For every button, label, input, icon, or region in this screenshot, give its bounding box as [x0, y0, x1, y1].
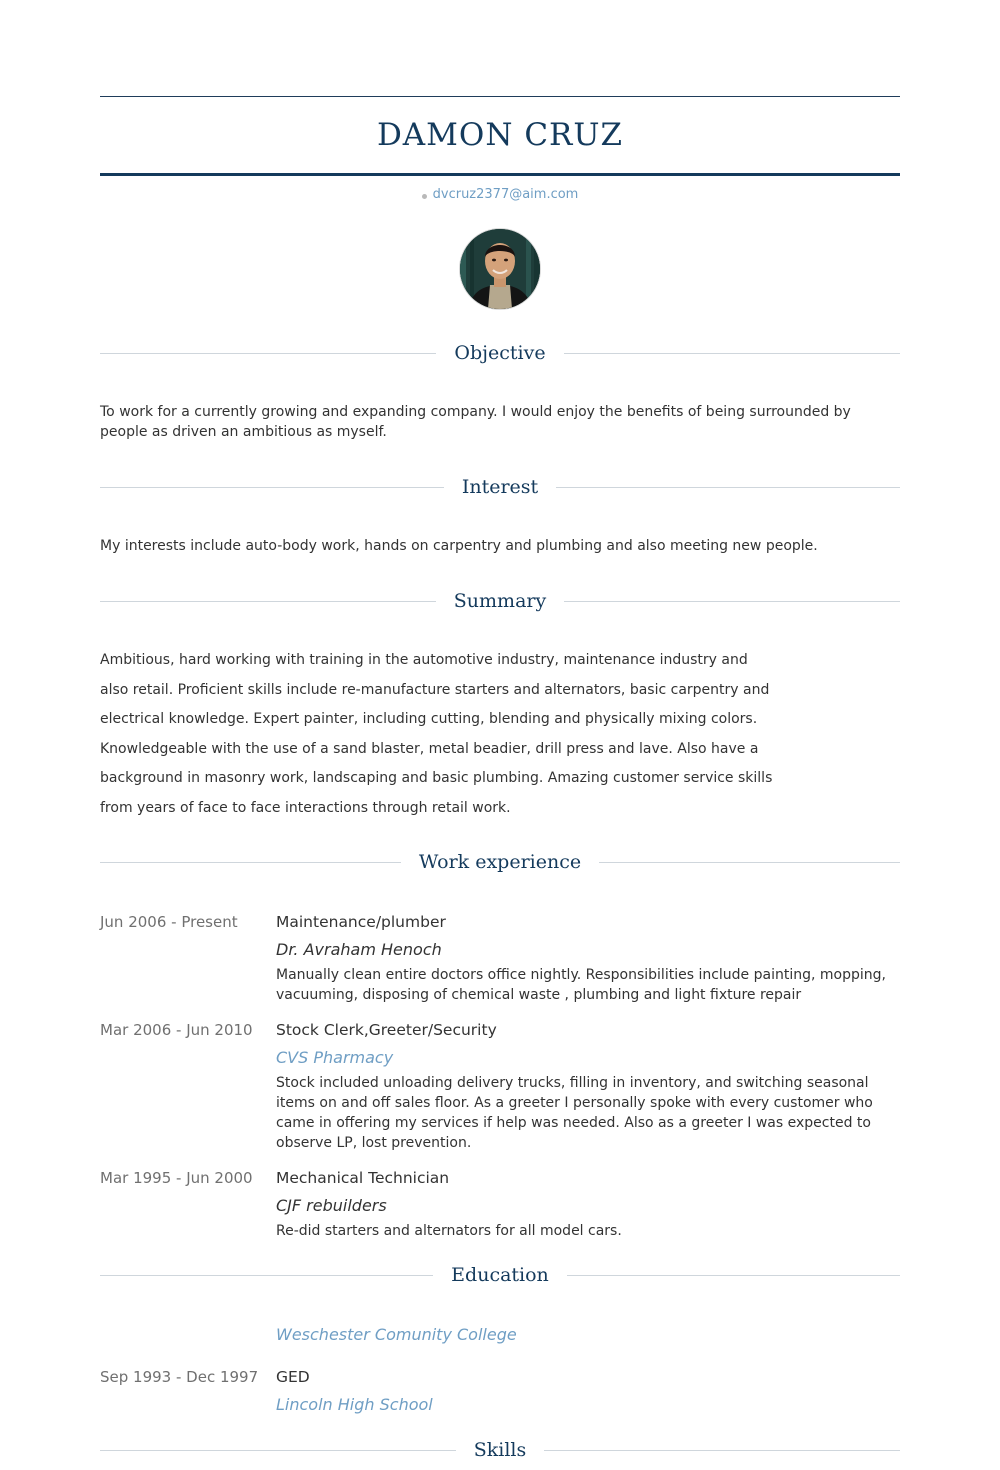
job-body	[276, 1167, 900, 1241]
job-company: CJF rebuilders	[276, 1195, 387, 1215]
education-dates: Sep 1993 - Dec 1997	[100, 1367, 259, 1386]
section-title: Summary	[436, 581, 564, 621]
job-description: Re-did starters and alternators for all model cars.	[276, 1222, 622, 1239]
section-heading-objective	[100, 333, 900, 373]
school-link[interactable]: Weschester Comunity College	[276, 1324, 517, 1344]
job-body	[276, 1019, 900, 1153]
job-description: Stock included unloading delivery trucks, filling in inventory, and switching seasonal items on and off sales floor. As a greeter I personally spoke with every customer who came in offering my services if help was needed. Also as a greeter I was expected to observe LP, lost prevention.	[276, 1074, 873, 1151]
section-title: Education	[433, 1255, 567, 1295]
section-heading-education	[100, 1255, 900, 1295]
job-entry	[100, 911, 900, 1005]
bullet-icon	[422, 194, 427, 199]
education-body	[276, 1366, 900, 1416]
section-heading-work-experience	[100, 842, 900, 882]
section-title: Skills	[456, 1430, 545, 1470]
interest-text: My interests include auto-body work, hands on carpentry and plumbing and also meeting new people.	[100, 538, 818, 554]
section-title: Interest	[444, 467, 556, 507]
resume-page	[100, 96, 900, 1470]
education-degree: GED	[276, 1367, 310, 1386]
section-heading-summary	[100, 581, 900, 621]
school-link[interactable]: Lincoln High School	[276, 1394, 433, 1414]
job-dates: Mar 1995 - Jun 2000	[100, 1168, 253, 1187]
job-role: Stock Clerk,Greeter/Security	[276, 1020, 497, 1039]
job-role: Maintenance/plumber	[276, 912, 446, 931]
education-entry	[100, 1366, 900, 1416]
profile-photo-icon	[460, 229, 540, 309]
job-description: Manually clean entire doctors office nightly. Responsibilities include painting, mopping, vacuuming, disposing of chemical waste , plumbing and light fixture repair	[276, 966, 886, 1003]
job-role: Mechanical Technician	[276, 1168, 450, 1187]
section-heading-skills	[100, 1430, 900, 1470]
job-entry	[100, 1167, 900, 1241]
job-company: Dr. Avraham Henoch	[276, 939, 442, 959]
education-entry	[100, 1324, 900, 1346]
job-company-link[interactable]: CVS Pharmacy	[276, 1047, 394, 1067]
section-heading-interest	[100, 467, 900, 507]
job-dates: Jun 2006 - Present	[100, 912, 238, 931]
education-body	[276, 1324, 900, 1346]
work-list	[100, 911, 900, 1241]
objective-text: To work for a currently growing and expanding company. I would enjoy the benefits of being surrounded by people as driven an ambitious as myself.	[100, 404, 851, 440]
email-link[interactable]: dvcruz2377@aim.com	[432, 187, 579, 202]
candidate-name: DAMON CRUZ	[376, 117, 624, 153]
education-dates	[100, 1324, 276, 1346]
job-entry	[100, 1019, 900, 1153]
avatar	[459, 228, 541, 310]
job-dates: Mar 2006 - Jun 2010	[100, 1020, 253, 1039]
section-title: Work experience	[401, 842, 599, 882]
header-rule-bottom	[100, 173, 900, 176]
summary-text: Ambitious, hard working with training in the automotive industry, maintenance industry and also retail. Proficient skills include re-manufacture starters and alternators, basic carpentry and electrical knowledge. Expert painter, including cutting, blending and physically mixing colors. Knowledgeable with the use of a sand blaster, metal beadier, drill press and lave. Also have a background in masonry work, landscaping and basic plumbing. Amazing customer service skills from years of face to face interactions through retail work.	[100, 652, 773, 816]
contact-line	[100, 185, 900, 205]
education-list	[100, 1324, 900, 1416]
section-title: Objective	[436, 333, 563, 373]
job-body	[276, 911, 900, 1005]
avatar-wrapper	[459, 228, 541, 310]
